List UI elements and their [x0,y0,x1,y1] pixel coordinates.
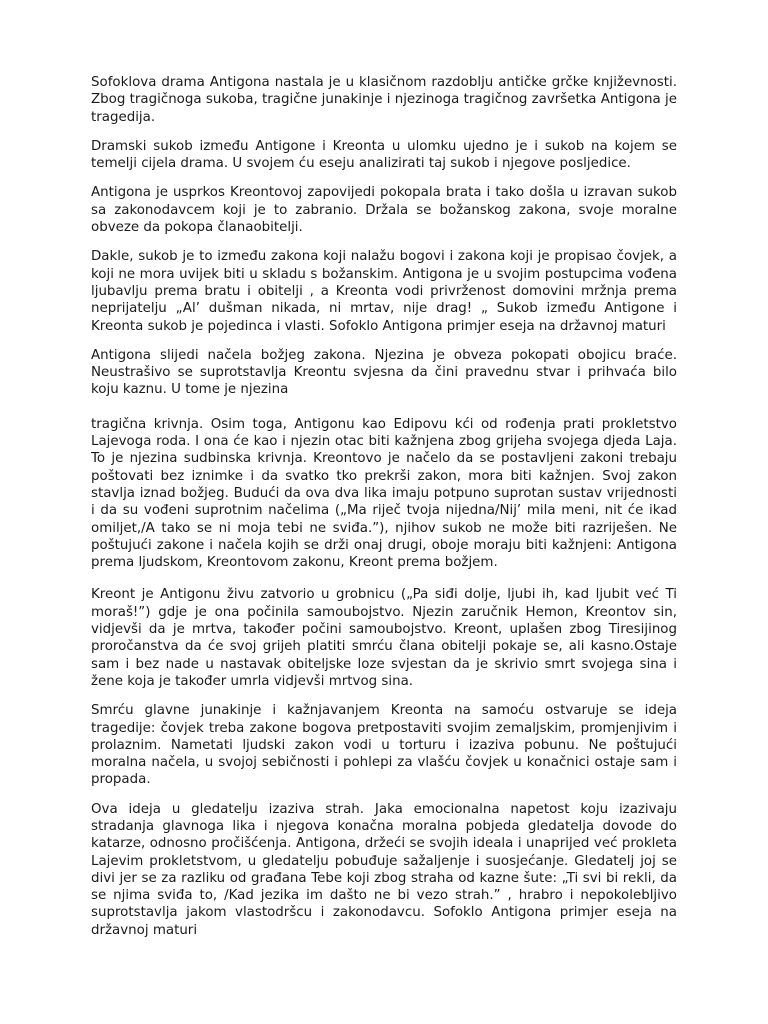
paragraph-7: Kreont je Antigonu živu zatvorio u grobnicu („Pa siđi dolje, ljubi ih, kad ljubit već Ti moraš!”) gdje je ona počinila samoubojstvo. Njezin zaručnik Hemon, Kreontov sin, vidjevši da je mrtva, također počini samoubojstvo. Kreont, uplašen zbog Tiresijinog proročanstva da će svoj grijeh platiti smrću člana obitelji pokaje se, ali kasno.Ostaje sam i bez nade u nastavak obiteljske loze svjestan da je skrivio smrt svojega sina i žene koja je također umrla vidjevši mrtvog sina. [91,587,677,689]
paragraph-6: tragična krivnja. Osim toga, Antigonu kao Edipovu kći od rođenja prati prokletstvo Lajevoga roda. I ona će kao i njezin otac biti kažnjena zbog grijeha svojega djeda Laja. To je njezina sudbinska krivnja. Kreontovo je načelo da se postavljeni zakoni trebaju poštovati bez iznimke i da svatko tko prekrši zakon, mora biti kažnjen. Svoj zakon stavlja iznad božjeg. Budući da ova dva lika imaju potpuno suprotan sustav vrijednosti i da su vođeni suprotnim načelima („Ma riječ tvoja nijedna/Nij’ mila meni, nit će ikad omiljet,/A tako se ni moja tebi ne sviđa.”), njihov sukob ne može biti razriješen. Ne poštujući zakone i načela kojih se drži onaj drugi, oboje moraju biti kažnjeni: Antigona prema ljudskom, Kreontovom zakonu, Kreont prema božjem. [91,416,677,571]
paragraph-5: Antigona slijedi načela božjeg zakona. Njezina je obveza pokopati obojicu braće. Neustrašivo se suprotstavlja Kreontu svjesna da čini pravednu stvar i prihvaća bilo koju kaznu. U tome je njezina [91,347,677,398]
paragraph-9: Ova ideja u gledatelju izaziva strah. Jaka emocionalna napetost koju izazivaju stradanja glavnoga lika i njegova konačna moralna pobjeda gledatelja dovode do katarze, odnosno pročišćenja. Antigona, držeći se svojih ideala i unaprijed već prokleta Lajevim prokletstvom, u gledatelju pobuđuje sažaljenje i suosjećanje. Gledatelj joj se divi jer se za razliku od građana Tebe koji zbog straha od kazne šute: „Ti svi bi rekli, da se njima sviđa to, /Kad jezika im dašto ne bi vezo strah.” , hrabro i nepokolebljivo suprotstavlja jakom vlastodršcu i zakonodavcu. Sofoklo Antigona primjer eseja na državnoj maturi [91,801,677,938]
paragraph-2: Dramski sukob između Antigone i Kreonta u ulomku ujedno je i sukob na kojem se temelji cijela drama. U svojem ću eseju analizirati taj sukob i njegove posljedice. [91,138,677,172]
paragraph-4: Dakle, sukob je to između zakona koji nalažu bogovi i zakona koji je propisao čovjek, a koji ne mora uvijek biti u skladu s božanskim. Antigona je u svojim postupcima vođena ljubavlju prema bratu i obitelji , a Kreonta vodi privrženost domovini mržnja prema neprijatelju „Al’ dušman nikada, ni mrtav, nije drag! „ Sukob između Antigone i Kreonta sukob je pojedinca i vlasti. Sofoklo Antigona primjer eseja na državnoj maturi [91,249,677,334]
paragraph-8: Smrću glavne junakinje i kažnjavanjem Kreonta na samoću ostvaruje se ideja tragedije: čovjek treba zakone bogova pretpostaviti svojim zemaljskim, promjenjivim i prolaznim. Nametati ljudski zakon vodi u torturu i izaziva pobunu. Ne poštujući moralna načela, u svojoj sebičnosti i pohlepi za vlašću čovjek u konačnici ostaje sam i propada. [91,703,677,788]
paragraph-3: Antigona je usprkos Kreontovoj zapovijedi pokopala brata i tako došla u izravan sukob sa zakonodavcem koji je to zabranio. Držala se božanskog zakona, svoje moralne obveze da pokopa članaobitelji. [91,185,677,236]
document-page [91,74,677,951]
paragraph-1: Sofoklova drama Antigona nastala je u klasičnom razdoblju antičke grčke književnosti. Zbog tragičnoga sukoba, tragične junakinje i njezinoga tragičnog završetka Antigona je tragedija. [91,75,677,125]
